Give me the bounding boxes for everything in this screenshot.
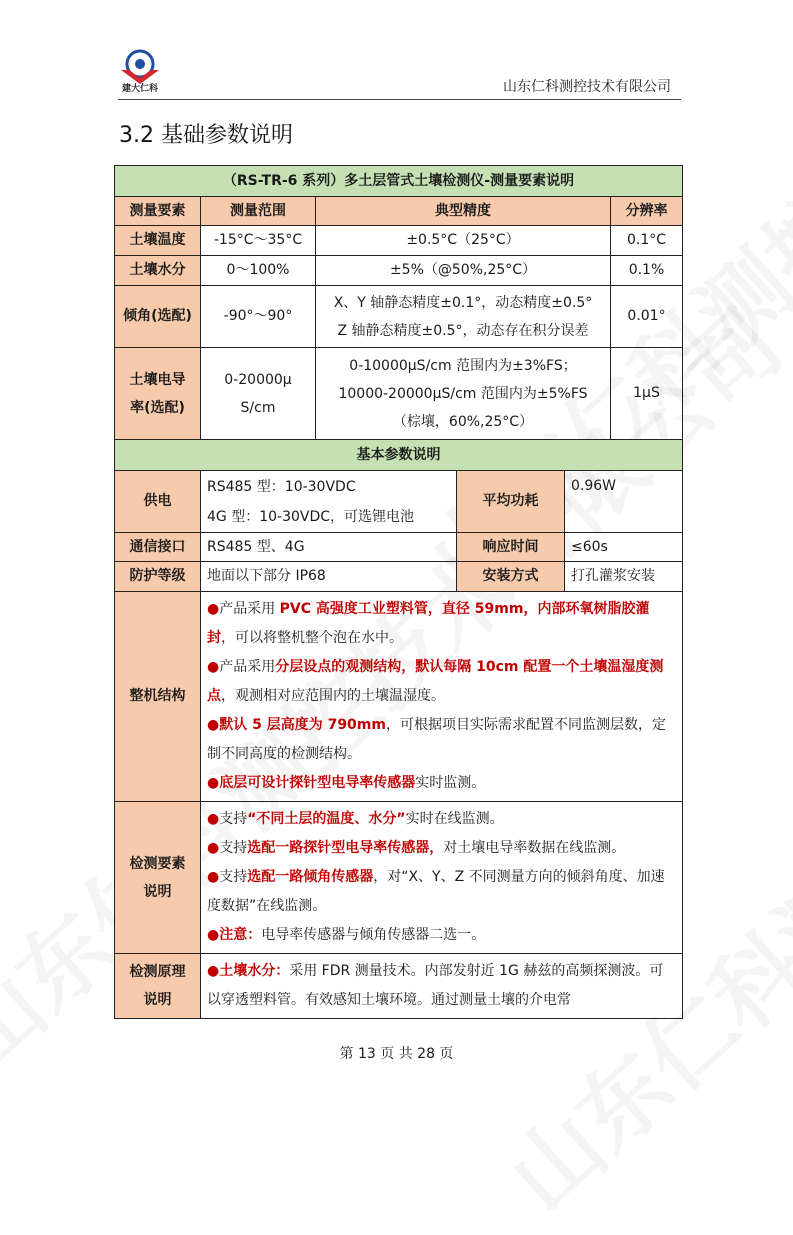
highlight-text: 分层设点的观测结构，默认每隔 10cm 配置一个土壤温湿度测点 [207, 659, 664, 704]
bullet-paragraph [207, 921, 676, 950]
bullet-paragraph [207, 595, 676, 653]
body-text: 支持 [219, 869, 248, 885]
highlight-text: “不同土层的温度、水分” [247, 811, 406, 827]
response-time-label: 响应时间 [457, 533, 565, 562]
tilt-accuracy [316, 286, 611, 348]
range-line: S/cm [240, 399, 276, 416]
tilt-range: -90°～90° [201, 286, 316, 348]
bullet-paragraph [207, 834, 676, 863]
label-line: 率(选配) [130, 399, 185, 416]
accuracy-line: X、Y 轴静态精度±0.1°，动态精度±0.5° [333, 294, 593, 311]
measure-table-title: （RS-TR-6 系列）多土层管式土壤检测仪-测量要素说明 [115, 166, 683, 197]
col-header-element: 测量要素 [115, 197, 201, 226]
install-value: 打孔灌浆安装 [565, 562, 683, 592]
structure-text [201, 592, 683, 802]
soil-moisture-resolution: 0.1% [611, 256, 683, 286]
highlight-text: ● [207, 869, 220, 885]
soil-temperature-accuracy: ±0.5°C（25°C） [316, 226, 611, 256]
conductivity-accuracy [316, 348, 611, 440]
logo-text: 建大仁科 [121, 84, 158, 94]
col-header-accuracy: 典型精度 [316, 197, 611, 226]
highlight-text: PVC 高强度工业塑料管，直径 59mm，内部环氧树脂胶灌封 [207, 601, 650, 646]
bullet-paragraph [207, 769, 676, 798]
body-text: ，可根据项目实际需求配置不同监测层数，定制不同高度的检测结构。 [207, 717, 666, 762]
row-label-principle [115, 954, 201, 1019]
accuracy-line: 10000-20000μS/cm 范围内为±5%FS [338, 385, 588, 402]
soil-temperature-range: -15°C～35°C [201, 226, 316, 256]
comm-value: RS485 型、4G [201, 533, 457, 562]
row-label-comm: 通信接口 [115, 533, 201, 562]
body-text: 产品采用 [219, 659, 276, 675]
row-label-detection [115, 802, 201, 954]
detection-text [201, 802, 683, 954]
bullet-paragraph [207, 863, 676, 921]
company-name: 山东仁科测控技术有限公司 [503, 79, 671, 95]
highlight-text: ● [207, 840, 220, 856]
avg-power-value: 0.96W [565, 471, 683, 533]
bullet-paragraph [207, 653, 676, 711]
range-line: 0-20000μ [224, 371, 292, 388]
highlight-text: ●默认 5 层高度为 790mm [207, 717, 386, 733]
bullet-paragraph [207, 805, 676, 834]
bullet-paragraph [207, 957, 676, 1015]
body-text: 支持 [219, 811, 248, 827]
highlight-text: ●注意： [207, 927, 262, 943]
highlight-text: 选配一路倾角传感器 [247, 869, 374, 885]
highlight-text: ● [207, 811, 220, 827]
body-text: ，观测相对应范围内的土壤温湿度。 [221, 688, 445, 704]
highlight-text: ●土壤水分： [207, 963, 290, 979]
label-line: 检测原理 [129, 964, 186, 980]
highlight-text: ● [207, 601, 220, 617]
tilt-resolution: 0.01° [611, 286, 683, 348]
body-text: 电导率传感器与倾角传感器二选一。 [261, 927, 486, 943]
row-label-conductivity [115, 348, 201, 440]
col-header-resolution: 分辨率 [611, 197, 683, 226]
body-text: 产品采用 [219, 601, 280, 617]
conductivity-range [201, 348, 316, 440]
body-text: 采用 FDR 测量技术。内部发射近 1G 赫兹的高频探测波。可以穿透塑料管。有效感知土壤环境。通过测量土壤的介电常 [207, 963, 664, 1008]
accuracy-line: Z 轴静态精度±0.5°，动态存在积分误差 [337, 322, 589, 339]
header-rule [118, 99, 681, 100]
row-label-soil-moisture: 土壤水分 [115, 256, 201, 286]
avg-power-label: 平均功耗 [457, 471, 565, 533]
highlight-text: 选配一路探针型电导率传感器， [247, 840, 444, 856]
power-value [201, 471, 457, 533]
label-line: 说明 [143, 883, 172, 900]
col-header-range: 测量范围 [201, 197, 316, 226]
soil-moisture-range: 0～100% [201, 256, 316, 286]
row-label-tilt: 倾角(选配) [115, 286, 201, 348]
accuracy-line: 0-10000μS/cm 范围内为±3%FS； [349, 357, 577, 374]
body-text: 实时在线监测。 [405, 811, 504, 827]
soil-moisture-accuracy: ±5%（@50%,25°C） [316, 256, 611, 286]
principle-text [201, 954, 683, 1019]
body-text: 实时监测。 [415, 775, 486, 791]
body-text: ，可以将整机整个泡在水中。 [221, 630, 403, 646]
section-title: 3.2 基础参数说明 [119, 123, 293, 148]
row-label-protection: 防护等级 [115, 562, 201, 592]
accuracy-line: （棕壤，60%,25°C） [392, 413, 534, 430]
conductivity-resolution: 1μS [611, 348, 683, 440]
body-text: ，对“X、Y、Z 不同测量方向的倾斜角度、加速度数据”在线监测。 [207, 869, 665, 914]
label-line: 土壤电导 [129, 371, 186, 388]
body-text: 对土壤电导率数据在线监测。 [443, 840, 626, 856]
highlight-text: ●底层可设计探针型电导率传感器 [207, 775, 416, 791]
parameter-table [114, 165, 683, 1019]
page-number: 第 13 页 共 28 页 [339, 1046, 454, 1062]
label-line: 检测要素 [129, 855, 186, 872]
bullet-paragraph [207, 711, 676, 769]
protection-value: 地面以下部分 IP68 [201, 562, 457, 592]
basic-table-title: 基本参数说明 [115, 440, 683, 471]
body-text: 支持 [219, 840, 248, 856]
row-label-soil-temperature: 土壤温度 [115, 226, 201, 256]
response-time-value: ≤60s [565, 533, 683, 562]
label-line: 说明 [143, 992, 172, 1008]
row-label-structure: 整机结构 [115, 592, 201, 802]
install-label: 安装方式 [457, 562, 565, 592]
highlight-text: ● [207, 659, 220, 675]
power-line: RS485 型：10-30VDC [207, 478, 356, 495]
row-label-power: 供电 [115, 471, 201, 533]
power-line: 4G 型：10-30VDC，可选锂电池 [207, 508, 415, 525]
soil-temperature-resolution: 0.1°C [611, 226, 683, 256]
